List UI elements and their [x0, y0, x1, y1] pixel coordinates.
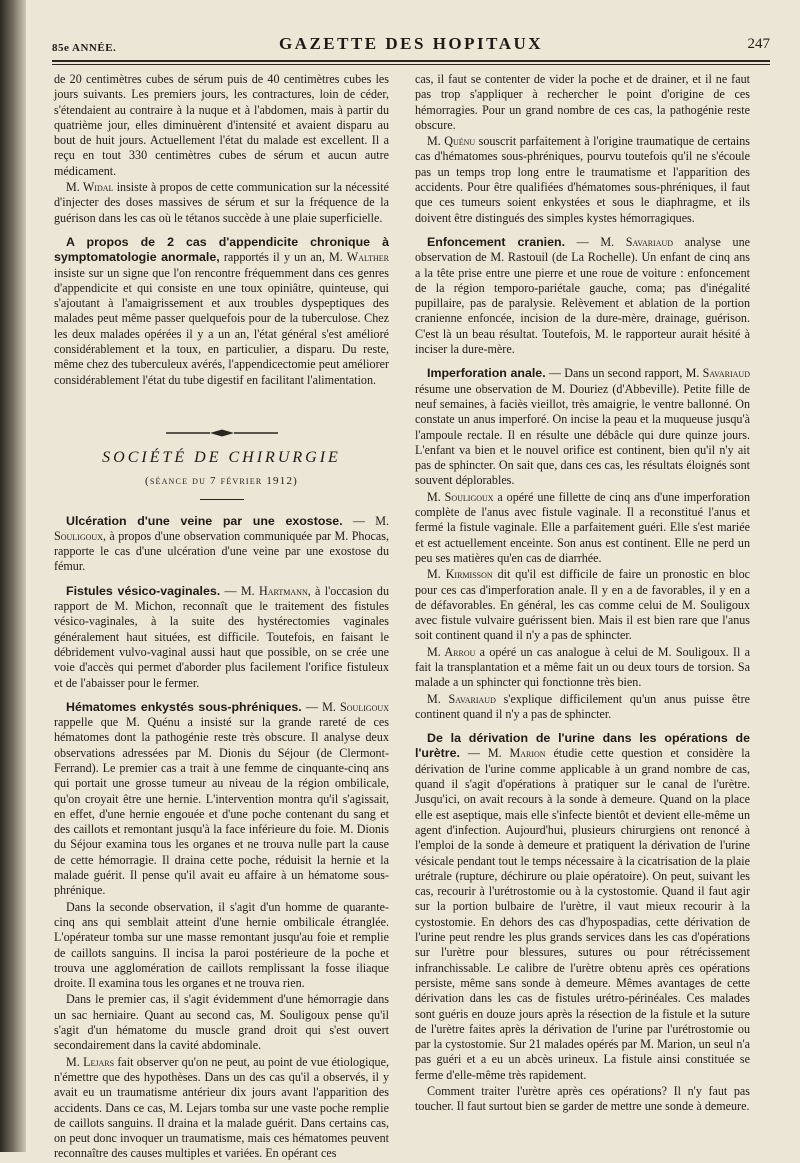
author-name: M. Savariaud — [427, 691, 496, 706]
section-heading: A propos de 2 cas d'appendicite chronique à symptomatologie anormale, — [54, 234, 389, 265]
paragraph-text: , à propos d'une observation communiquée par M. Phocas, rapporte le cas d'une ulcération d'une veine par une exostose du fémur. — [54, 528, 389, 574]
paragraph — [415, 366, 750, 488]
paragraph — [54, 584, 389, 691]
author-name: M. Lejars — [66, 1054, 115, 1069]
paragraph-text: insiste à propos de cette communication sur la nécessité d'injecter des doses massives de sérum et sur la fréquence de la guérison dans les cas où le tétanos succède à une plaie superficielle. — [54, 180, 389, 225]
paragraph-text: insiste sur un signe que l'on rencontre fréquemment dans ces genres d'appendicite et qui consiste en une toux opiniâtre, quinteuse, qui s'ajoutant à l'amaigrissement et aux troubles dyspeptiques des malades peut même passer quelquefois pour de la tuberculose. Chez les deux malades opérées il y a un an, l'état général s'est amélioré considérablement et la toux, en particulier, a disparu. Du reste, même chez des tuberculeux avérés, l'appendicectomie peut améliorer considérablement l'état du tube digestif en facilitant l'alimentation. — [54, 265, 389, 387]
section-heading: Ulcération d'une veine par une exostose. — [66, 513, 343, 528]
journal-title: GAZETTE DES HOPITAUX — [278, 34, 544, 53]
section-heading: Fistules vésico-vaginales. — [66, 583, 221, 598]
section-heading: Imperforation anale. — [427, 366, 546, 381]
session-date: (séance du 7 février 1912) — [144, 475, 299, 488]
paragraph — [54, 514, 389, 575]
society-title: SOCIÉTÉ DE CHIRURGIE — [102, 448, 341, 466]
book-binding-edge — [0, 0, 26, 1152]
author-name: M. Walther — [329, 250, 390, 265]
right-column — [415, 72, 750, 1116]
paragraph — [415, 134, 750, 226]
paragraph: de 20 centimètres cubes de sérum puis de 40 centimètres cubes les jours suivants. Les premiers jours, les contractures, loin de céder, s'étendaient au contraire à la nuque et à l'abdomen, mais à partir du quatrième jour, elles diminuèrent d'intensité et avaient disparu au bout de huit jours. Actuellement l'état du malade est excellent. Il a reçu en tout 330 centimètres cubes de sérum et aucun autre médicament. — [54, 72, 389, 178]
author-name: M. Kirmisson — [427, 567, 493, 582]
paragraph — [54, 180, 389, 226]
paragraph-text: souscrit parfaitement à l'origine traumatique de certains cas d'hématomes sous-phréniques, pourvu toutefois qu'il ne s'écoule pas un temps trop long entre le traumatisme et l'apparition des accidents. Pour être qualifiées d'hématomes sous-phréniques, il faut que ces tumeurs soient enkystées et sous le diaphragme, et ils doivent être distingués des simples kystes hémorragiques. — [415, 134, 750, 225]
paragraph — [415, 692, 750, 723]
paragraph-text: — — [301, 699, 323, 714]
paragraph — [415, 645, 750, 691]
author-name: M. Arrou — [427, 644, 476, 659]
author-name: M. Savariaud — [685, 366, 750, 381]
section-heading: Enfoncement cranien. — [427, 234, 566, 249]
ornament-divider — [162, 428, 282, 438]
paragraph-text: s'explique difficilement qu'un anus puisse être continent quand il n'y a pas de sphincter. — [415, 691, 750, 721]
paragraph-text: — Dans un second rapport, — [545, 366, 686, 381]
author-name: M. Souligoux — [427, 489, 494, 504]
paragraph-text: analyse une observation de M. Rastouil (de La Rochelle). Un enfant de cinq ans a la tête prise entre une pierre et une roue de voiture : enfoncement de la région temporo-pariétale gauche, coma; pas d'inégalité pupillaire, pas de paralysie. Relèvement et ablation de la portion cranienne enfoncée, incision de la dure-mère, drainage, guérison. C'est là un beau résultat. Toutefois, M. le rapporteur aurait hésité à inciser la dure-mère. — [415, 234, 750, 357]
section-heading: De la dérivation de l'urine dans les opérations de l'urètre. — [415, 731, 750, 761]
paragraph — [415, 490, 750, 566]
paragraph-text: , à l'occasion du rapport de M. Michon, reconnaît que le traitement des fistules vésico-vaginales, à la suite des hystérectomies vaginales généralement haut situées, est difficile. Toutefois, en faisant le débridement vulvo-vaginal aussi haut que possible, on se crée une voie d'accès qui permet d'aborder plus facilement l'orifice fistuleux et de l'abaisser pour le fermer. — [54, 583, 390, 690]
paragraph — [54, 700, 389, 899]
paragraph — [415, 235, 750, 357]
author-name: M. Widal — [66, 180, 114, 195]
paragraph — [54, 235, 389, 388]
paragraph-text: rappelle que M. Quénu a insisté sur la grande rareté de ces hématomes dont la pathogénie reste très obscure. Il analyse deux observations adressées par M. Dionis du Séjour (de Clermont-Ferrand). Le premier cas a trait à une femme de cinquante-cinq ans qui portait une grosse tumeur au niveau de la région ombilicale, qu'on croyait être une hernie. L'intervention montra qu'il s'agissait, en effet, d'une hernie engouée et d'une poche contenant du sang et des caillots et remontant jusqu'à la face inférieure du foie. M. Dionis du Séjour examina tous les organes et ne trouva nulle part la cause de cette hémorragie. Il draina cette poche, réduisit la hernie et la malade guérit. Il pense qu'il avait eu affaire à un hématome sous-phrénique. — [54, 715, 389, 898]
paragraph: cas, il faut se contenter de vider la poche et de drainer, et il ne faut pas trop s'appliquer à rechercher le point d'origine de ces hémorragies. Pour un grand nombre de ces cas, la pathogénie reste obscure. — [415, 72, 750, 132]
page-header — [52, 30, 770, 62]
header-rule-thick — [52, 60, 770, 62]
paragraph — [54, 1055, 389, 1162]
paragraph — [415, 567, 750, 643]
page-number: 247 — [747, 36, 770, 52]
paragraph: Comment traiter l'urètre après ces opérations? Il n'y faut pas toucher. Il faut surtout bien se garder de mettre une sonde à demeure. — [415, 1084, 750, 1114]
author-name: M. Marion — [487, 746, 546, 761]
paragraph-text: a opéré un cas analogue à celui de M. Souligoux. Il a fait la transplantation et a même fait un ou deux tours de torsion. Sa malade a un sphincter qui fonctionne très bien. — [415, 644, 750, 690]
paragraph: Dans la seconde observation, il s'agit d'un homme de quarante-cinq ans qui semblait atteint d'une hernie ombilicale étranglée. L'opérateur tomba sur une masse remontant jusqu'au foie et remplie de caillots sanguins. Il incisa la paroi postérieure de la poche et trouva une agglomération de caillots remplissant la fosse iliaque droite. Il examina tous les organes et ne trouva rien. — [54, 899, 389, 991]
paragraph-text: — — [342, 513, 376, 528]
paragraph-text: rapportés il y un an, — [219, 250, 330, 265]
short-divider — [200, 499, 244, 500]
paragraph — [415, 731, 750, 1083]
society-section-header — [54, 428, 389, 500]
paragraph-text: — — [220, 583, 241, 598]
author-name: M. Quénu — [427, 134, 476, 149]
author-name: M. Hartmann — [240, 583, 308, 598]
volume-year: 85e ANNÉE. — [52, 42, 117, 54]
paragraph-text: a opéré une fillette de cinq ans d'une imperforation complète de l'anus avec fistule vaginale. Il a reconstitué l'anus et fermé la fistule vaginale. Elle a parfaitement guéri. Elle s'est mariée et est actuellement enceinte. Son anus est continent. Elle ne perd un peu ses matières qu'en cas de diarrhée. — [415, 489, 750, 565]
paragraph: Dans le premier cas, il s'agit évidemment d'une hémorragie dans un sac herniaire. Quant au second cas, M. Souligoux pense qu'il s'agit d'un hématome du muscle grand droit qui s'est ouvert secondairement dans la cavité abdominale. — [54, 992, 389, 1053]
paragraph-text: — — [565, 234, 601, 249]
author-name: M. Savariaud — [600, 234, 674, 249]
author-name: M. Souligoux — [54, 513, 389, 543]
paragraph-text: — — [459, 746, 488, 761]
author-name: M. Souligoux — [322, 699, 389, 714]
paragraph-text: étudie cette question et considère la dérivation de l'urine comme applicable à un grand nombre de cas, quand il s'agit d'opérations à pratiquer sur le canal de l'urètre. Jusqu'ici, on avait recours à la sonde à demeure. Quand on la place elle est aseptique, mais elle s'infecte bientôt et devient elle-même un agent d'infection. Aujourd'hui, plusieurs chirurgiens ont renoncé à l'emploi de la sonde à demeure et pratiquent la dérivation de l'urine vésicale pendant tout le temps nécessaire à la cicatrisation de la plaie urétrale (rupture, déchirure ou plaie opératoire). On peut, suivant les cas, recourir à l'urétrostomie ou à la cystostomie. Quand il faut agir sur la portion bulbaire de l'urètre, il vaut mieux recourir à la cystostomie. En dehors des cas d'hypospadias, cette dérivation de l'urine peut rendre les plus grands services dans les cas d'opérations sur l'urètre pour blessures, sutures ou pour rétrécissement infranchissable. Le calibre de l'urètre obtenu après ces opérations persiste, même sans sonde à demeure. Mêmes avantages de cette dérivation dans les cas de fistules urétro-périnéales. Ces malades sont guéris en douze jours après la résection de la fistule et la suture de l'urètre faites après la dérivation de l'urine par l'urétrostomie ou par la cystostomie. Sur 21 malades opérés par M. Marion, un seul n'a pas guéri et a eu un abcès urineux. La fistule ainsi constituée se ferme d'elle-même très rapidement. — [415, 746, 750, 1082]
paragraph-text: dit qu'il est difficile de faire un pronostic en bloc pour ces cas d'imperforation anale. Il y en a de favorables, il y en a de défavorables. En général, les cas comme celui de M. Souligoux avec fistule vulvaire guérissent bien. Mais il est bien rare que l'anus soit continent quand il n'y a pas de sphincter. — [415, 567, 750, 643]
paragraph-text: fait observer qu'on ne peut, au point de vue étiologique, n'émettre que des hypothèses. Dans un des cas qu'il a observés, il y avait eu un traumatisme antérieur dix jours avant l'apparition des accidents. Dans ce cas, M. Lejars tomba sur une vaste poche remplie de caillots sanguins. Il draina et la malade guérit. Dans certains cas, on peut donc invoquer un traumatisme, mais ces hématomes peuvent reconnaître des causes multiples et variées. En opérant ces — [54, 1054, 389, 1161]
left-column — [54, 72, 389, 1163]
section-heading: Hématomes enkystés sous-phréniques. — [66, 699, 302, 714]
paragraph-text: résume une observation de M. Douriez (d'Abbeville). Petite fille de neuf semaines, à faciès vieillot, très amaigrie, le ventre ballonné. On constate un anus imperforé. On incise la peau et la muqueuse jusqu'à l'ampoule rectale. Il en résulte une débâcle qui dure quinze jours. L'enfant va bien et le nouvel orifice est continent, bien qu'il n'y ait pas de sphincter. On sait que, dans ces cas, les résultats éloignés sont souvent déplorables. — [415, 381, 750, 488]
header-rule-thin — [52, 64, 770, 65]
